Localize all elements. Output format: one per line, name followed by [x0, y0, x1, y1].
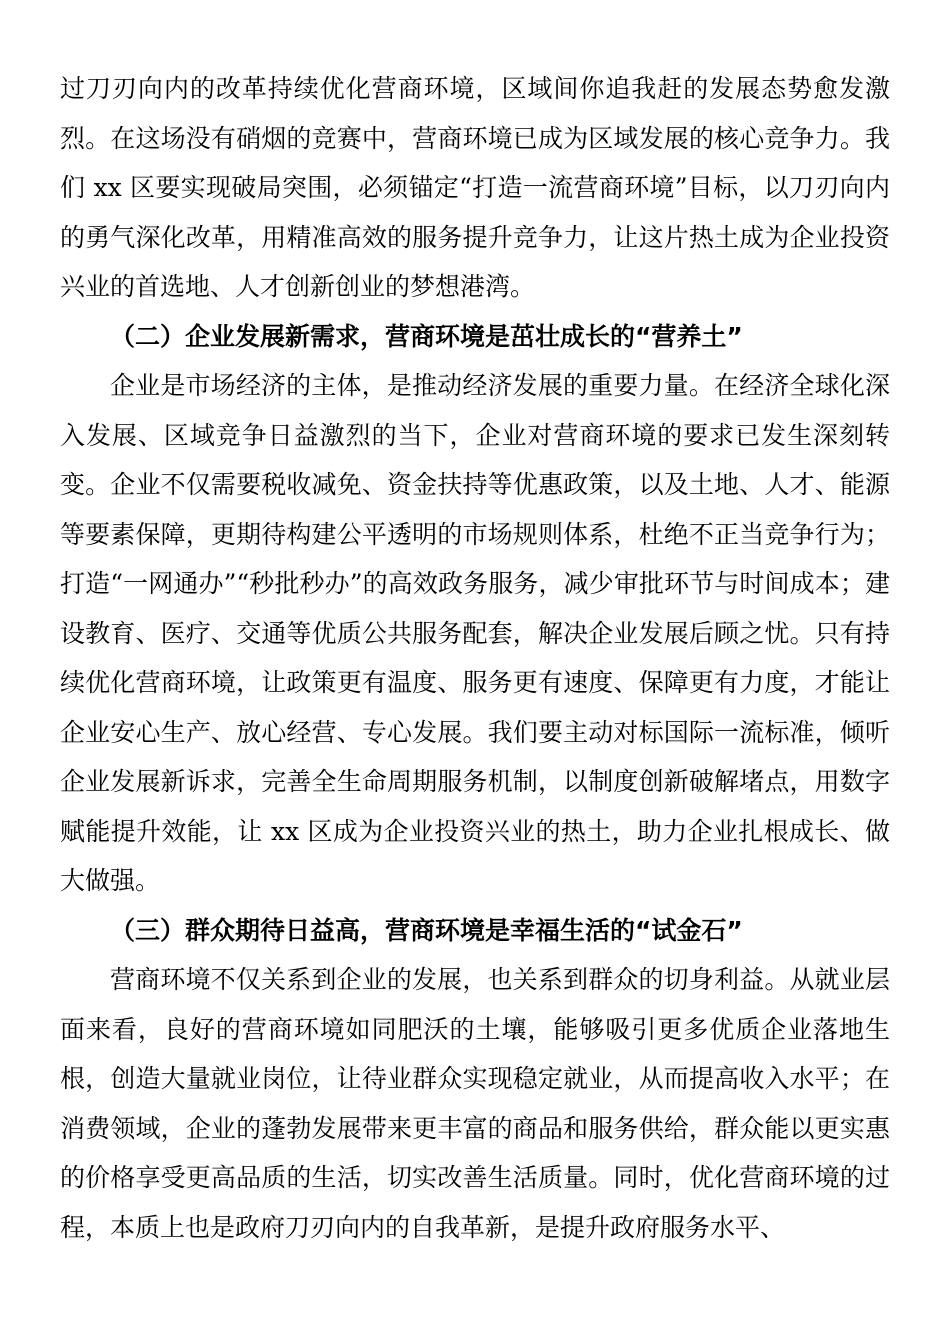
paragraph-intro-continued: 过刀刃向内的改革持续优化营商环境，区域间你追我赶的发展态势愈发激烈。在这场没有硝烟的竞赛中，营商环境已成为区域发展的核心竞争力。我们 xx 区要实现破局突围，必须锚定“打造一流营商环境”目标，以刀刃向内的勇气深化改革，用精准高效的服务提升竞争力，让这片热土成为企业投资兴业的首选地、人才创新创业的梦想港湾。	[60, 74, 890, 301]
section-heading-2: （二）企业发展新需求，营商环境是茁壮成长的“营养土”	[110, 321, 743, 351]
paragraph-enterprise-needs: 企业是市场经济的主体，是推动经济发展的重要力量。在经济全球化深入发展、区域竞争日益激烈的当下，企业对营商环境的要求已发生深刻转变。企业不仅需要税收减免、资金扶持等优惠政策，以及土地、人才、能源等要素保障，更期待构建公平透明的市场规则体系，杜绝不正当竞争行为；打造“一网通办”“秒批秒办”的高效政务服务，减少审批环节与时间成本；建设教育、医疗、交通等优质公共服务配套，解决企业发展后顾之忧。只有持续优化营商环境，让政策更有温度、服务更有速度、保障更有力度，才能让企业安心生产、放心经营、专心发展。我们要主动对标国际一流标准，倾听企业发展新诉求，完善全生命周期服务机制，以制度创新破解堵点，用数字赋能提升效能，让 xx 区成为企业投资兴业的热土，助力企业扎根成长、做大做强。	[60, 371, 890, 895]
paragraph-public-expectations: 营商环境不仅关系到企业的发展，也关系到群众的切身利益。从就业层面来看，良好的营商环境如同肥沃的土壤，能够吸引更多优质企业落地生根，创造大量就业岗位，让待业群众实现稳定就业，从而提高收入水平；在消费领域，企业的蓬勃发展带来更丰富的商品和服务供给，群众能以更实惠的价格享受更高品质的生活，切实改善生活质量。同时，优化营商环境的过程，本质上也是政府刀刃向内的自我革新，是提升政府服务水平、	[60, 965, 890, 1242]
document-body	[60, 64, 890, 1252]
section-heading-3: （三）群众期待日益高，营商环境是幸福生活的“试金石”	[110, 915, 743, 945]
